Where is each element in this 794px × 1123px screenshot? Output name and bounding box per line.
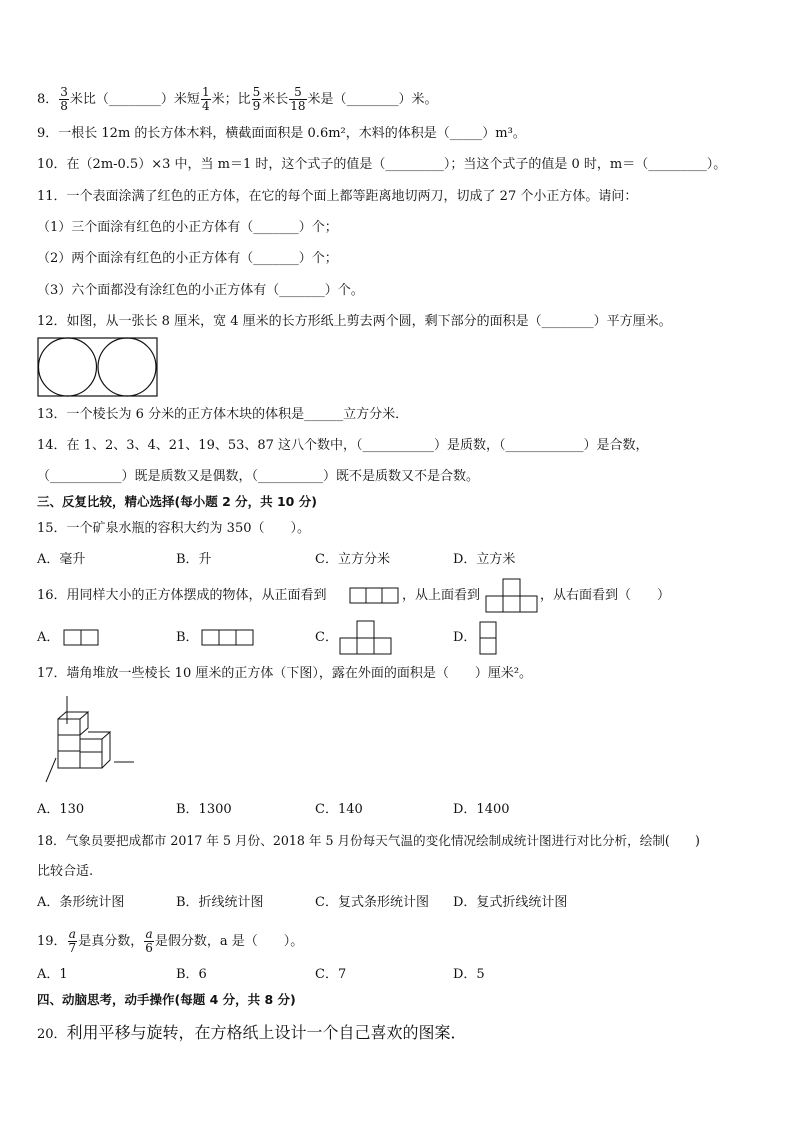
q16-text-right-view: ，从右面看到（ ）: [540, 588, 671, 603]
question-20: 20．利用平移与旋转，在方格纸上设计一个自己喜欢的图案．: [37, 1023, 467, 1042]
question-18-line-1: 18．气象员要把成都市 2017 年 5 月份、2018 年 5 月份每天气温的变化情况绘制成统计图进行对比分析，绘制( ): [37, 833, 700, 848]
q15-option-d[interactable]: D．立方米: [453, 552, 516, 567]
question-13: 13．一个棱长为 6 分米的正方体木块的体积是______立方分米．: [37, 407, 409, 422]
q15-option-c[interactable]: C．立方分米: [315, 552, 390, 567]
q16-option-d-figure: [478, 620, 500, 656]
q19-option-d[interactable]: D．5: [453, 967, 485, 982]
question-17: 17．墙角堆放一些棱长 10 厘米的正方体（下图），露在外面的面积是（ ）厘米²。: [37, 666, 533, 681]
question-14-line-2: （___________）既是质数又是偶数，（__________）既不是质数又不是合数。: [37, 469, 480, 484]
section-3-heading: 三、反复比较，精心选择(每小题 2 分，共 10 分): [37, 494, 317, 509]
question-11-part-2: （2）两个面涂有红色的小正方体有（_______）个；: [37, 251, 338, 266]
fraction: $\frac{5}{9}$: [252, 85, 261, 113]
front-view-figure: [349, 586, 401, 606]
q16-option-d[interactable]: D．: [453, 630, 477, 645]
fraction: $\frac{5}{18}$: [290, 85, 306, 113]
question-8: 8． $\frac{3}{8}$ 米比（________）米短 $\frac{1}{4}$ 米；比 $\frac{5}{9}$ 米长 $\frac{5}{18}$ 米是（________）米。: [37, 85, 438, 113]
question-15: 15．一个矿泉水瓶的容积大约为 350（ ）。: [37, 521, 310, 536]
question-11-part-1: （1）三个面涂有红色的小正方体有（_______）个；: [37, 220, 338, 235]
q18-option-b[interactable]: B．折线统计图: [176, 895, 264, 910]
fraction: $\frac{a}{7}$: [68, 927, 77, 955]
q19-option-c[interactable]: C．7: [315, 967, 347, 982]
q16-option-a[interactable]: A．: [37, 630, 60, 645]
fraction: $\frac{a}{6}$: [145, 927, 153, 955]
fraction: $\frac{3}{8}$: [60, 85, 68, 113]
q19-option-b[interactable]: B．6: [176, 967, 207, 982]
question-19: 19． $\frac{a}{7}$ 是真分数， $\frac{a}{6}$ 是假分数，a 是（ ）。: [37, 927, 304, 955]
q18-option-a[interactable]: A．条形统计图: [37, 895, 125, 910]
question-9: 9．一根长 12m 的长方体木料，横截面面积是 0.6m²，木料的体积是（_____）m³。: [37, 126, 526, 141]
section-4-heading: 四、动脑思考，动手操作(每题 4 分，共 8 分): [37, 992, 296, 1007]
q18-option-d[interactable]: D．复式折线统计图: [453, 895, 568, 910]
question-12: 12．如图，从一张长 8 厘米，宽 4 厘米的长方形纸上剪去两个圆，剩下部分的面积是（________）平方厘米。: [37, 314, 672, 329]
rectangle-two-circles-figure: [37, 337, 159, 398]
q17-option-c[interactable]: C．140: [315, 802, 363, 817]
q17-option-d[interactable]: D．1400: [453, 802, 510, 817]
question-11: 11．一个表面涂满了红色的正方体，在它的每个面上都等距离地切两刀，切成了 27 个小正方体。请问：: [37, 189, 638, 204]
question-16: 16．用同样大小的正方体摆成的物体，从正面看到: [37, 588, 327, 603]
q19-option-a[interactable]: A．1: [37, 967, 68, 982]
q16-option-b-figure: [201, 628, 257, 648]
q16-option-b[interactable]: B．: [176, 630, 199, 645]
corner-cubes-figure: [44, 694, 136, 786]
question-10: 10．在（2m-0.5）×3 中，当 m＝1 时，这个式子的值是（_________）；当这个式子的值是 0 时，m＝（_________）。: [37, 157, 727, 172]
q16-option-c-figure: [339, 619, 393, 657]
fraction: $\frac{1}{4}$: [201, 85, 210, 113]
question-18-line-2: 比较合适.: [37, 864, 94, 879]
q15-option-b[interactable]: B．升: [176, 552, 212, 567]
q16-option-c[interactable]: C．: [315, 630, 338, 645]
q15-option-a[interactable]: A．毫升: [37, 552, 86, 567]
q17-option-b[interactable]: B．1300: [176, 802, 232, 817]
question-11-part-3: （3）六个面都没有涂红色的小正方体有（_______）个。: [37, 283, 364, 298]
top-view-figure: [485, 577, 539, 615]
question-14-line-1: 14．在 1、2、3、4、21、19、53、87 这八个数中，（___________）是质数，（____________）是合数，: [37, 438, 649, 453]
q18-option-c[interactable]: C．复式条形统计图: [315, 895, 429, 910]
q17-option-a[interactable]: A．130: [37, 802, 85, 817]
q16-option-a-figure: [63, 628, 101, 648]
q16-text-top-view: ，从上面看到: [402, 588, 481, 603]
